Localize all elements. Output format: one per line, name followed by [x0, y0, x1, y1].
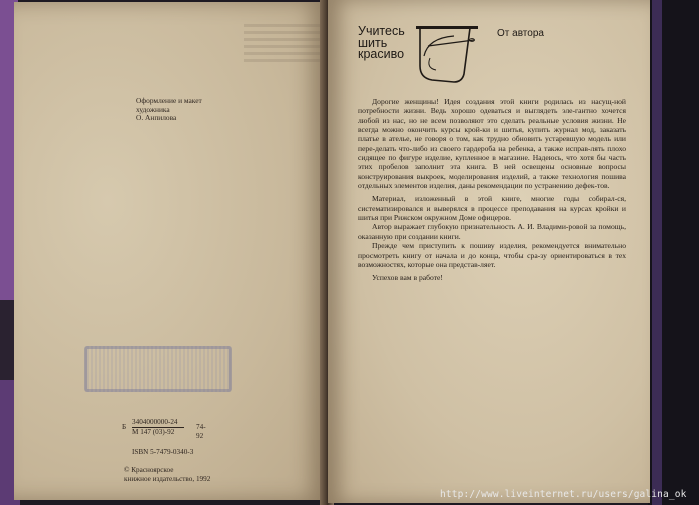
bleed-through-text: [244, 22, 324, 62]
credit-line: Оформление и макет: [136, 96, 202, 105]
paragraph: Прежде чем приступить к пошиву изделия, рекомендуется внимательно просмотреть книгу от начала и до конца, чтобы сра-зу ориентироваться в тех возможностях, которые она представ-ляет.: [358, 241, 626, 269]
copyright-line: книжное издательство, 1992: [124, 475, 211, 483]
needle-thread-icon: [358, 26, 478, 96]
catalog-year: 74-92: [196, 423, 206, 440]
library-stamp: [84, 346, 232, 392]
catalog-number: 3404000000-24: [132, 418, 184, 428]
watermark-url: http://www.liveinternet.ru/users/galina_ok: [440, 489, 687, 500]
section-title: От автора: [497, 28, 544, 39]
design-credits: [136, 97, 202, 123]
credit-line: художника: [136, 104, 170, 114]
logo-line: Учитесь: [358, 24, 405, 38]
logo-line: красиво: [358, 47, 405, 61]
isbn: ISBN 5-7479-0340-3: [132, 448, 194, 456]
credit-line: О. Анпилова: [136, 113, 177, 123]
cover-shadow: [0, 300, 14, 380]
catalog-code: [132, 418, 184, 437]
series-logo: [358, 26, 478, 96]
paragraph: Дорогие женщины! Идея создания этой книги родилась из насущ-ной потребности жизни. Ведь хорошо одеваться и выглядеть эле-гантно хочется любой из нас, но не всем позволяют это сделать реальные условия жизни. Не всегда можно окончить курсы крой-ки и шитья, купить журнал мод, заказать платье в ателье, не говоря о том, как трудно обновить устаревшую модель или пере-делать что-либо из своего гардероба на ребенка, а также исправ-лять плохо сидящее по фигуре изделие, купленное в магазине. Надеюсь, что хотя бы часть этих пробелов заполнит эта книга. В ней освещены основные вопросы конструирования выкроек, моделирования изделий, а также технология пошива отдельных элементов изделия, даны рекомендации по устранению дефек-тов.: [358, 97, 626, 191]
catalog-letter: Б: [122, 423, 127, 431]
foreword-text: [358, 97, 626, 283]
logo-line: шить: [358, 35, 388, 50]
cover-edge-right-strip: [652, 0, 662, 505]
copyright: [124, 466, 210, 484]
catalog-sub: М 147 (03)-92: [132, 428, 175, 436]
paragraph: Успехов вам в работе!: [372, 273, 443, 283]
paragraph: Материал, изложенный в этой книге, многие годы собирал-ся, систематизировался и выверялся в процессе преподавания на курсах кройки и шитья при Рижском окружном Доме офицеров.: [358, 194, 626, 223]
paragraph: Автор выражает глубокую признательность А. И. Владими-ровой за помощь, оказанную при создании книги.: [358, 222, 626, 241]
copyright-line: © Красноярское: [124, 466, 174, 474]
